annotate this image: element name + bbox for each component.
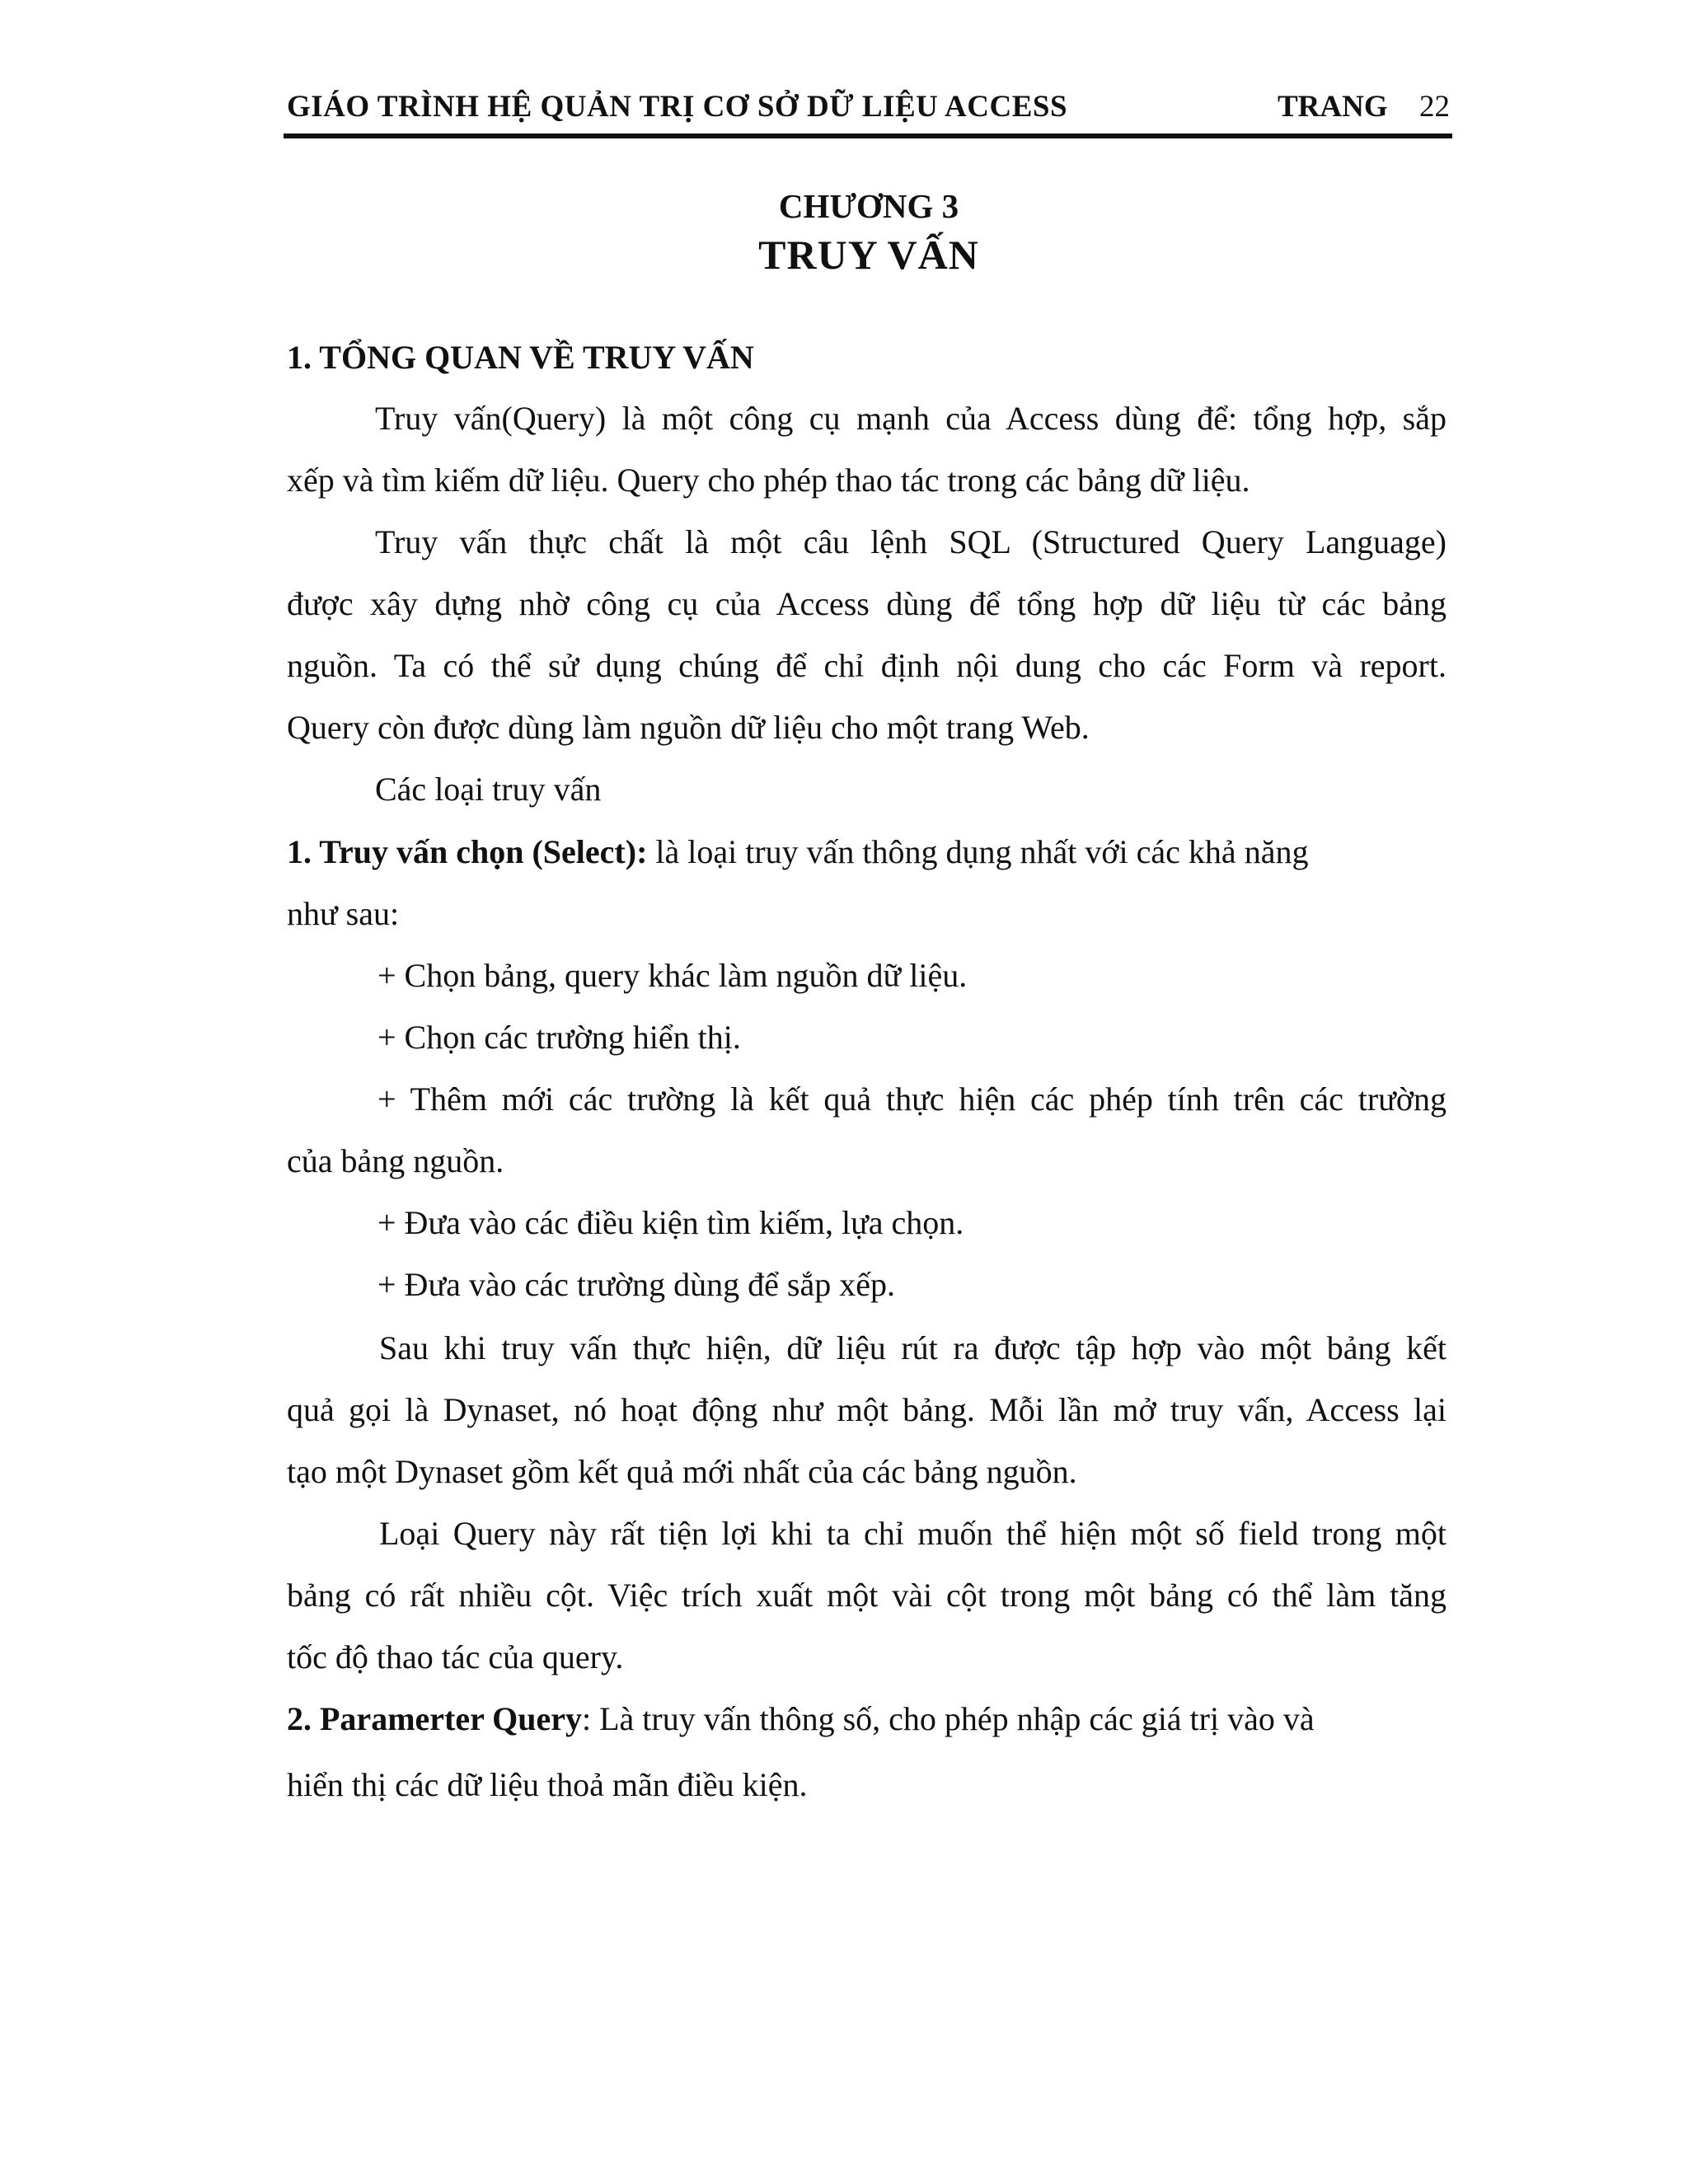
list-item: + Đưa vào các điều kiện tìm kiếm, lựa chọn. bbox=[377, 1204, 964, 1241]
paragraph-line: tốc độ thao tác của query. bbox=[287, 1638, 624, 1675]
paragraph-line: nguồn. Ta có thể sử dụng chúng để chỉ định nội dung cho các Form và report. bbox=[287, 647, 1447, 684]
type1-line bbox=[287, 832, 1308, 872]
paragraph-line: bảng có rất nhiều cột. Việc trích xuất một vài cột trong một bảng có thể làm tăng bbox=[287, 1577, 1447, 1614]
paragraph-line: xếp và tìm kiếm dữ liệu. Query cho phép thao tác trong các bảng dữ liệu. bbox=[287, 462, 1250, 499]
paragraph-line: Sau khi truy vấn thực hiện, dữ liệu rút ra được tập hợp vào một bảng kết bbox=[379, 1329, 1447, 1366]
paragraph-line: hiển thị các dữ liệu thoả mãn điều kiện. bbox=[287, 1766, 808, 1803]
chapter-title: TRUY VẤN bbox=[758, 232, 979, 278]
paragraph-line: quả gọi là Dynaset, nó hoạt động như một bảng. Mỗi lần mở truy vấn, Access lại bbox=[287, 1391, 1447, 1428]
paragraph-line: Các loại truy vấn bbox=[375, 771, 602, 808]
section-heading: 1. TỔNG QUAN VỀ TRUY VẤN bbox=[287, 339, 754, 376]
running-header bbox=[284, 82, 1452, 138]
type1-term: 1. Truy vấn chọn (Select): bbox=[287, 833, 648, 870]
list-item: + Chọn các trường hiển thị. bbox=[377, 1019, 741, 1056]
list-item: của bảng nguồn. bbox=[287, 1142, 504, 1179]
type2-term: 2. Paramerter Query bbox=[287, 1700, 582, 1737]
header-page-number: 22 bbox=[1419, 90, 1450, 124]
paragraph-line: Query còn được dùng làm nguồn dữ liệu cho một trang Web. bbox=[287, 709, 1090, 746]
header-title: GIÁO TRÌNH HỆ QUẢN TRỊ CƠ SỞ DỮ LIỆU ACCESS bbox=[287, 90, 1068, 124]
paragraph-line: Truy vấn(Query) là một công cụ mạnh của Access dùng để: tổng hợp, sắp bbox=[375, 400, 1447, 437]
type1-desc: là loại truy vấn thông dụng nhất với các khả năng bbox=[647, 833, 1309, 870]
type2-desc: : Là truy vấn thông số, cho phép nhập các giá trị vào và bbox=[582, 1700, 1315, 1737]
paragraph-line: Loại Query này rất tiện lợi khi ta chỉ muốn thể hiện một số field trong một bbox=[379, 1515, 1447, 1552]
chapter-label: CHƯƠNG 3 bbox=[778, 187, 959, 225]
paragraph-line: tạo một Dynaset gồm kết quả mới nhất của các bảng nguồn. bbox=[287, 1453, 1077, 1490]
list-item: + Thêm mới các trường là kết quả thực hiện các phép tính trên các trường bbox=[377, 1080, 1447, 1118]
paragraph-line: được xây dựng nhờ công cụ của Access dùng để tổng hợp dữ liệu từ các bảng bbox=[287, 585, 1447, 622]
paragraph-line: Truy vấn thực chất là một câu lệnh SQL (Structured Query Language) bbox=[375, 523, 1447, 560]
list-item: + Chọn bảng, query khác làm nguồn dữ liệu. bbox=[377, 957, 968, 994]
list-item: + Đưa vào các trường dùng để sắp xếp. bbox=[377, 1266, 895, 1303]
type2-line bbox=[287, 1699, 1315, 1739]
paragraph-line: như sau: bbox=[287, 895, 400, 932]
header-page-label: TRANG bbox=[1278, 90, 1388, 124]
